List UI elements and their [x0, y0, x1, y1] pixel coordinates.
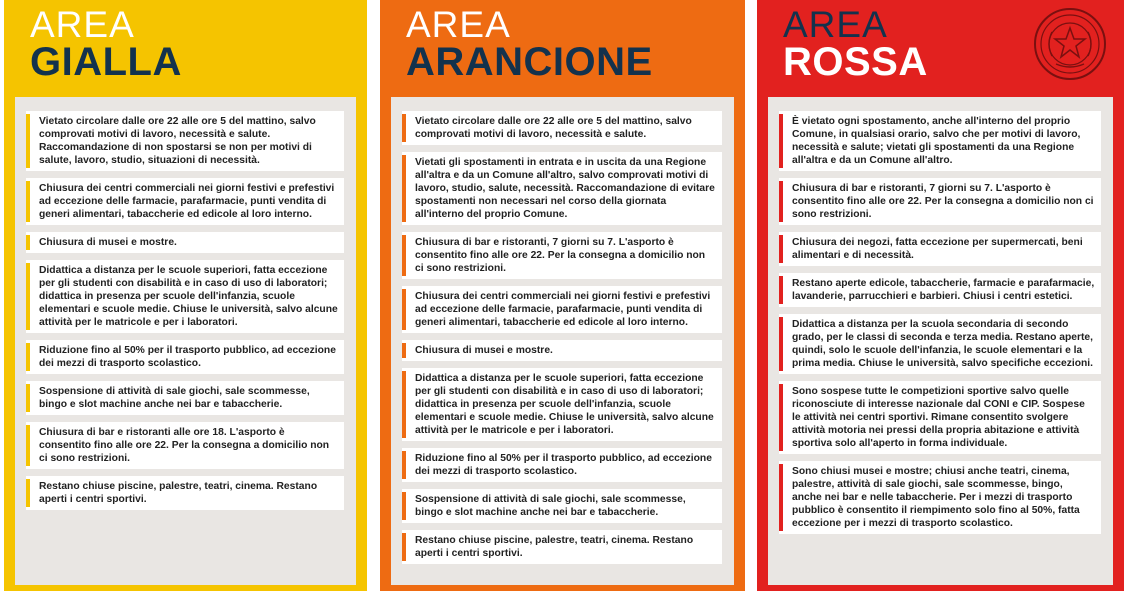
title-area: AREA: [30, 4, 135, 45]
rule-item: Chiusura dei centri commerciali nei giorni festivi e prefestivi ad eccezione delle farmacie, parafarmacie, punti vendita di generi alimentari, tabaccherie ed edicole al loro interno.: [26, 178, 344, 225]
title-arancione: ARANCIONE: [406, 40, 653, 84]
rule-item: Restano aperte edicole, tabaccherie, farmacie e parafarmacie, lavanderie, parrucchieri e barbieri. Chiusi i centri estetici.: [779, 273, 1101, 307]
rule-item: Vietati gli spostamenti in entrata e in uscita da una Regione all'altra e da un Comune all'altro, salvo comprovati motivi di lavoro, studio, salute, necessità. Raccomandazione di evitare spostamenti non necessari nel corso della giornata all'interno del proprio Comune.: [402, 152, 722, 225]
title-gialla: GIALLA: [30, 40, 182, 84]
panel-area-gialla: [4, 0, 367, 591]
panel-area-arancione: [380, 0, 745, 591]
rule-item: Chiusura di bar e ristoranti, 7 giorni su 7. L'asporto è consentito fino alle ore 22. Per la consegna a domicilio non ci sono restrizioni.: [779, 178, 1101, 225]
panel-area-rossa: [757, 0, 1124, 591]
rule-item: Sono chiusi musei e mostre; chiusi anche teatri, cinema, palestre, attività di sale giochi, sale scommesse, bingo, anche nei bar e nelle tabaccherie. Per i mezzi di trasporto pubblico è consentito il riempimento solo fino al 50%, fatta eccezione per i mezzi di trasporto scolastico.: [779, 461, 1101, 534]
rules-list: [391, 97, 734, 585]
rule-item: Chiusura di bar e ristoranti alle ore 18. L'asporto è consentito fino alle ore 22. Per la consegna a domicilio non ci sono restrizioni.: [26, 422, 344, 469]
rule-item: Chiusura dei centri commerciali nei giorni festivi e prefestivi ad eccezione delle farmacie, parafarmacie, punti vendita di generi alimentari, tabaccherie ed edicole al loro interno.: [402, 286, 722, 333]
rule-item: Riduzione fino al 50% per il trasporto pubblico, ad eccezione dei mezzi di trasporto scolastico.: [26, 340, 344, 374]
rule-item: Didattica a distanza per la scuola secondaria di secondo grado, per le classi di seconda e terza media. Restano aperte, quindi, solo le scuole dell'infanzia, le scuole elementari e la prima media. Chiuse le università, salvo specifiche eccezioni.: [779, 314, 1101, 374]
rule-item: Restano chiuse piscine, palestre, teatri, cinema. Restano aperti i centri sportivi.: [26, 476, 344, 510]
rule-item: Chiusura di bar e ristoranti, 7 giorni su 7. L'asporto è consentito fino alle ore 22. Per la consegna a domicilio non ci sono restrizioni.: [402, 232, 722, 279]
rule-item: Didattica a distanza per le scuole superiori, fatta eccezione per gli studenti con disabilità e in caso di uso di laboratori; didattica in presenza per scuole dell'infanzia, scuole elementari e scuole medie. Chiuse le università, salvo alcune attività per le matricole e per i laboratori.: [26, 260, 344, 333]
rule-item: Chiusura di musei e mostre.: [402, 340, 722, 361]
rule-item: Sospensione di attività di sale giochi, sale scommesse, bingo e slot machine anche nei bar e tabaccherie.: [402, 489, 722, 523]
rule-item: Sono sospese tutte le competizioni sportive salvo quelle riconosciute di interesse nazionale dal CONI e CIP. Sospese le attività nei centri sportivi. Rimane consentito svolgere attività motoria nei pressi della propria abitazione e attività sportiva solo all'aperto in forma individuale.: [779, 381, 1101, 454]
italian-republic-emblem-icon: [1032, 6, 1108, 82]
title-rossa: ROSSA: [783, 40, 928, 84]
rules-list: [15, 97, 356, 585]
rules-list: [768, 97, 1113, 585]
rule-item: Riduzione fino al 50% per il trasporto pubblico, ad eccezione dei mezzi di trasporto scolastico.: [402, 448, 722, 482]
title-area: AREA: [406, 4, 511, 45]
rule-item: Chiusura di musei e mostre.: [26, 232, 344, 253]
panel-title: [30, 6, 182, 82]
rule-item: Restano chiuse piscine, palestre, teatri, cinema. Restano aperti i centri sportivi.: [402, 530, 722, 564]
rule-item: Didattica a distanza per le scuole superiori, fatta eccezione per gli studenti con disabilità e in caso di uso di laboratori; didattica in presenza per scuole dell'infanzia, scuole elementari e scuole medie. Chiuse le università, salvo alcune attività per le matricole e per i laboratori.: [402, 368, 722, 441]
rule-item: È vietato ogni spostamento, anche all'interno del proprio Comune, in qualsiasi orario, salvo che per motivi di lavoro, necessità e salute; vietati gli spostamenti da una Regione all'altra e da un Comune all'altro.: [779, 111, 1101, 171]
panel-title: [783, 6, 928, 82]
panel-title: [406, 6, 653, 82]
title-area: AREA: [783, 4, 888, 45]
rule-item: Sospensione di attività di sale giochi, sale scommesse, bingo e slot machine anche nei bar e tabaccherie.: [26, 381, 344, 415]
rule-item: Chiusura dei negozi, fatta eccezione per supermercati, beni alimentari e di necessità.: [779, 232, 1101, 266]
rule-item: Vietato circolare dalle ore 22 alle ore 5 del mattino, salvo comprovati motivi di lavoro, necessità e salute.: [402, 111, 722, 145]
rule-item: Vietato circolare dalle ore 22 alle ore 5 del mattino, salvo comprovati motivi di lavoro, necessità e salute. Raccomandazione di non spostarsi se non per motivi di salute, lavoro, studio, situazioni di necessità.: [26, 111, 344, 171]
